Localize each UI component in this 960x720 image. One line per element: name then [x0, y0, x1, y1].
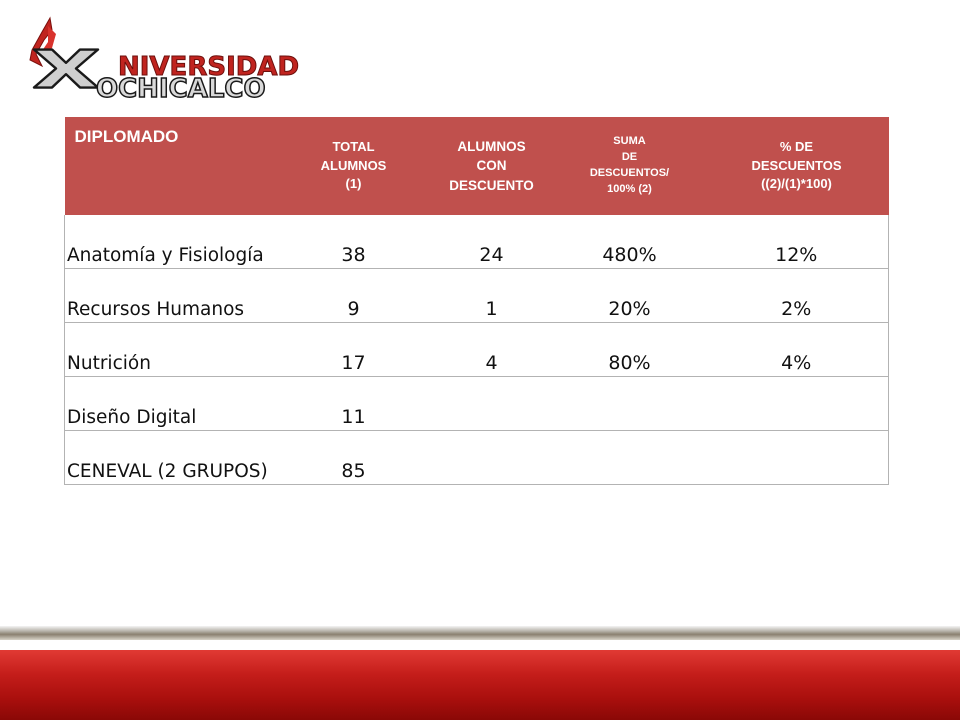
- cell-suma: [555, 431, 705, 485]
- cell-diplomado: Diseño Digital: [65, 377, 279, 431]
- cell-con-descuento: 1: [429, 269, 555, 323]
- cell-total: 17: [279, 323, 429, 377]
- header-text: CON: [476, 158, 507, 174]
- cell-porcentaje: 12%: [705, 215, 889, 269]
- cell-suma: [555, 377, 705, 431]
- cell-total: 11: [279, 377, 429, 431]
- cell-suma: 20%: [555, 269, 705, 323]
- cell-total: 85: [279, 431, 429, 485]
- cell-diplomado: Nutrición: [65, 323, 279, 377]
- table-row: [65, 431, 889, 485]
- cell-con-descuento: [429, 377, 555, 431]
- header-text: DE: [621, 151, 638, 164]
- cell-porcentaje: [705, 431, 889, 485]
- header-alumnos-con-descuento: [429, 117, 555, 215]
- header-text: ((2)/(1)*100): [761, 176, 832, 192]
- cell-porcentaje: [705, 377, 889, 431]
- logo-text-niversidad: NIVERSIDAD: [118, 52, 300, 82]
- footer-red-band: [0, 650, 960, 720]
- cell-diplomado: Anatomía y Fisiología: [65, 215, 279, 269]
- header-text: TOTAL: [332, 138, 375, 154]
- header-porcentaje-descuentos: [705, 117, 889, 215]
- header-text: ALUMNOS: [320, 157, 387, 173]
- cell-diplomado: Recursos Humanos: [65, 269, 279, 323]
- header-text: DESCUENTO: [449, 177, 534, 193]
- header-text: (1): [345, 176, 362, 192]
- discount-table: [64, 117, 889, 485]
- cell-con-descuento: [429, 431, 555, 485]
- cell-total: 38: [279, 215, 429, 269]
- footer-gray-stripe: [0, 626, 960, 640]
- cell-suma: 480%: [555, 215, 705, 269]
- cell-total: 9: [279, 269, 429, 323]
- header-text: DESCUENTOS/: [589, 167, 670, 179]
- header-text: 100% (2): [607, 182, 652, 195]
- table-header-row: [65, 117, 889, 215]
- cell-porcentaje: 4%: [705, 323, 889, 377]
- cell-con-descuento: 24: [429, 215, 555, 269]
- cell-suma: 80%: [555, 323, 705, 377]
- header-suma-descuentos: [555, 117, 705, 215]
- header-text: % DE: [779, 138, 814, 154]
- header-diplomado: DIPLOMADO: [65, 117, 279, 215]
- university-logo: [22, 14, 300, 104]
- table-row: [65, 377, 889, 431]
- cell-con-descuento: 4: [429, 323, 555, 377]
- header-text: ALUMNOS: [457, 138, 526, 154]
- cell-porcentaje: 2%: [705, 269, 889, 323]
- logo-text-ochicalco: OCHICALCO: [96, 74, 266, 104]
- header-text: SUMA: [613, 135, 646, 148]
- table-row: [65, 269, 889, 323]
- table-row: [65, 323, 889, 377]
- table-row: [65, 215, 889, 269]
- header-text: DESCUENTOS: [751, 157, 842, 173]
- cell-diplomado: CENEVAL (2 GRUPOS): [65, 431, 279, 485]
- header-total-alumnos: [279, 117, 429, 215]
